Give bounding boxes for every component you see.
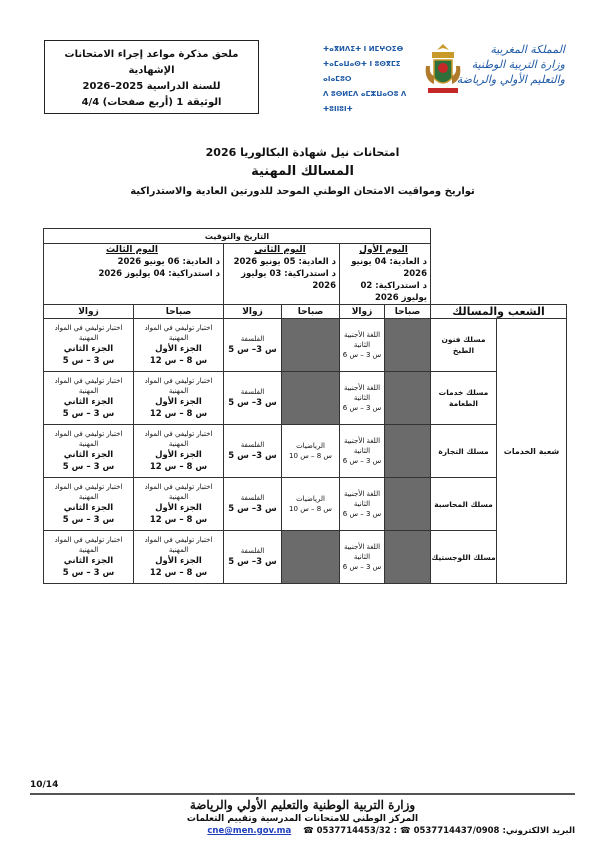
day-3-morning-cell-line-3: الجزء الأول <box>155 397 202 407</box>
day-3-afternoon-cell <box>44 478 134 531</box>
day-3-afternoon-cell-line-4: س 3 – س 5 <box>62 356 115 366</box>
email-label: البريد الالكتروني: <box>502 826 575 836</box>
day-3-afternoon-cell-line-3: الجزء الثاني <box>63 344 114 354</box>
day-2-morning-cell <box>282 531 340 584</box>
day-3-morning-cell-line-4: س 8 – س 12 <box>149 462 208 472</box>
day-2-name: اليوم الثاني <box>254 245 306 255</box>
day-2-afternoon-cell-line-2: س 3– س 5 <box>228 504 277 514</box>
day-1-afternoon-cell-line-2: الثانية <box>353 394 371 402</box>
day-1-afternoon-cell <box>340 478 385 531</box>
table-row <box>44 425 567 478</box>
day-2-normal: د العادية: 05 يونيو 2026 <box>233 257 336 267</box>
day-3-header <box>44 244 224 305</box>
day-3-afternoon-cell <box>44 531 134 584</box>
day-1-afternoon-cell-line-2: الثانية <box>353 447 371 455</box>
day-2-catchup: د استدراكية: 03 يوليوز 2026 <box>241 269 336 291</box>
day-3-morning-cell-line-4: س 8 – س 12 <box>149 409 208 419</box>
day-2-afternoon-cell-line-1: الفلسفة <box>240 547 265 555</box>
day-1-afternoon-cell-line-2: الثانية <box>353 500 371 508</box>
day-1-morning-cell <box>385 319 431 372</box>
day-2-afternoon-cell-line-2: س 3– س 5 <box>228 398 277 408</box>
day-2-afternoon-cell-line-1: الفلسفة <box>240 494 265 502</box>
track-cell: مسلك المحاسبة <box>431 478 497 531</box>
branch-cell: شعبة الخدمات <box>497 319 567 584</box>
table-row <box>44 478 567 531</box>
day-1-afternoon-cell-line-3: س 3 – س 6 <box>342 457 382 465</box>
day-2-afternoon-cell <box>224 319 282 372</box>
day-3-afternoon-cell-line-3: الجزء الثاني <box>63 556 114 566</box>
day-2-afternoon-cell-line-2: س 3– س 5 <box>228 451 277 461</box>
day-3-afternoon-cell-line-1: اختبار توليفي في المواد <box>54 324 123 332</box>
tifinagh-line-3: ⴷ ⵓⵙⵍⵎⴷ ⴰⵎⵣⵡⴰⵔⵓ ⴷ ⵜⵓⵏⵏⵓⵏⵜ <box>323 90 407 113</box>
day-2-morning-cell-line-1: الرياضيات <box>296 442 325 450</box>
day-1-morning-header: صباحا <box>385 305 431 319</box>
day-1-header <box>340 244 431 305</box>
day-3-morning-cell-line-2: المهنية <box>168 387 189 395</box>
day-3-afternoon-cell-line-4: س 3 – س 5 <box>62 409 115 419</box>
day-3-afternoon-cell-line-4: س 3 – س 5 <box>62 462 115 472</box>
day-3-morning-cell <box>134 372 224 425</box>
annex-reference-box <box>44 40 259 114</box>
day-2-afternoon-cell-line-1: الفلسفة <box>240 388 265 396</box>
day-3-afternoon-cell-line-1: اختبار توليفي في المواد <box>54 377 123 385</box>
day-3-afternoon-cell-line-1: اختبار توليفي في المواد <box>54 483 123 491</box>
day-3-morning-cell-line-2: المهنية <box>168 440 189 448</box>
day-3-afternoon-cell-line-2: المهنية <box>78 387 99 395</box>
footer-ministry: وزارة التربية الوطنية والتعليم الأولي والرياضة <box>189 798 416 812</box>
day-3-morning-cell-line-2: المهنية <box>168 493 189 501</box>
track-title: المسالك المهنية <box>251 164 354 179</box>
day-3-morning-cell <box>134 531 224 584</box>
day-2-afternoon-cell <box>224 425 282 478</box>
day-2-morning-cell <box>282 425 340 478</box>
day-3-morning-cell-line-1: اختبار توليفي في المواد <box>144 536 213 544</box>
day-3-morning-cell-line-1: اختبار توليفي في المواد <box>144 430 213 438</box>
footer-center: المركز الوطني للامتحانات المدرسية وتقييم التعلمات <box>186 814 419 824</box>
day-3-morning-cell-line-1: اختبار توليفي في المواد <box>144 377 213 385</box>
day-3-morning-cell <box>134 319 224 372</box>
day-3-afternoon-cell-line-2: المهنية <box>78 493 99 501</box>
day-1-morning-cell <box>385 372 431 425</box>
day-2-morning-cell <box>282 319 340 372</box>
day-3-afternoon-cell-line-3: الجزء الثاني <box>63 450 114 460</box>
day-2-afternoon-cell-line-1: الفلسفة <box>240 441 265 449</box>
annex-line-3: الوثيقة 1 (أربع صفحات) 4/4 <box>81 97 222 108</box>
day-3-morning-cell-line-4: س 8 – س 12 <box>149 515 208 525</box>
day-3-afternoon-cell <box>44 372 134 425</box>
ministry-line-3: والتعليم الأولي والرياضة <box>456 73 565 86</box>
day-1-afternoon-cell-line-3: س 3 – س 6 <box>342 510 382 518</box>
day-2-morning-cell <box>282 372 340 425</box>
day-3-morning-cell-line-1: اختبار توليفي في المواد <box>144 324 213 332</box>
day-1-afternoon-cell-line-3: س 3 – س 6 <box>342 563 382 571</box>
schedule-rows <box>44 319 567 584</box>
date-time-header: التاريخ والتوقيت <box>44 229 431 244</box>
day-3-afternoon-cell-line-1: اختبار توليفي في المواد <box>54 536 123 544</box>
email-link[interactable]: cne@men.gov.ma <box>207 826 292 836</box>
day-3-name: اليوم الثالث <box>106 245 158 255</box>
day-3-afternoon-cell-line-2: المهنية <box>78 334 99 342</box>
day-2-afternoon-cell <box>224 372 282 425</box>
day-1-afternoon-cell-line-2: الثانية <box>353 553 371 561</box>
day-3-normal: د العادية: 06 يونيو 2026 <box>117 257 220 267</box>
corner-empty-2 <box>431 244 567 305</box>
track-cell: مسلك فنون الطبخ <box>431 319 497 372</box>
footer-divider <box>30 793 575 795</box>
day-1-afternoon-cell <box>340 425 385 478</box>
day-3-afternoon-cell-line-1: اختبار توليفي في المواد <box>54 430 123 438</box>
branches-tracks-header: الشعب والمسالك <box>431 305 567 319</box>
day-1-morning-cell <box>385 478 431 531</box>
day-1-afternoon-cell-line-1: اللغة الأجنبية <box>343 543 381 551</box>
schedule-subtitle: تواريخ ومواقيت الامتحان الوطني الموحد للدورتين العادية والاستدراكية <box>130 186 475 197</box>
day-1-afternoon-cell-line-3: س 3 – س 6 <box>342 351 382 359</box>
day-1-afternoon-cell <box>340 319 385 372</box>
table-row <box>44 319 567 372</box>
day-3-morning-cell-line-2: المهنية <box>168 334 189 342</box>
day-1-afternoon-cell <box>340 372 385 425</box>
day-3-afternoon-cell-line-4: س 3 – س 5 <box>62 515 115 525</box>
page-number: 10/14 <box>30 780 59 790</box>
day-3-afternoon-cell-line-2: المهنية <box>78 546 99 554</box>
day-2-afternoon-header: زوالا <box>224 305 282 319</box>
day-3-morning-cell-line-3: الجزء الأول <box>155 503 202 513</box>
day-1-normal: د العادية: 04 يونيو 2026 <box>351 257 427 279</box>
day-3-afternoon-cell <box>44 319 134 372</box>
day-3-morning-cell-line-1: اختبار توليفي في المواد <box>144 483 213 491</box>
track-cell: مسلك التجارة <box>431 425 497 478</box>
day-1-afternoon-cell-line-1: اللغة الأجنبية <box>343 384 381 392</box>
ministry-line-1: المملكة المغربية <box>490 43 565 56</box>
day-3-afternoon-cell <box>44 425 134 478</box>
day-2-afternoon-cell-line-1: الفلسفة <box>240 335 265 343</box>
day-1-morning-cell <box>385 425 431 478</box>
ministry-line-2: وزارة التربية الوطنية <box>471 58 565 71</box>
annex-line-1: ملحق مذكرة مواعد إجراء الامتحانات الإشهادية <box>64 49 239 76</box>
day-2-morning-header: صباحا <box>282 305 340 319</box>
day-3-afternoon-cell-line-4: س 3 – س 5 <box>62 568 115 578</box>
day-2-header <box>224 244 340 305</box>
day-1-afternoon-cell <box>340 531 385 584</box>
day-3-afternoon-cell-line-3: الجزء الثاني <box>63 503 114 513</box>
day-2-afternoon-cell <box>224 531 282 584</box>
phone-numbers: ☎ 0537714453/32 : ☎ 0537714437/0908 <box>303 826 500 836</box>
day-3-morning-cell-line-4: س 8 – س 12 <box>149 568 208 578</box>
track-cell: مسلك خدمات الطعامة <box>431 372 497 425</box>
day-3-afternoon-cell-line-2: المهنية <box>78 440 99 448</box>
day-2-morning-cell-line-1: الرياضيات <box>296 495 325 503</box>
ministry-name-arabic <box>385 42 565 87</box>
day-1-afternoon-cell-line-2: الثانية <box>353 341 371 349</box>
day-1-morning-cell <box>385 531 431 584</box>
day-1-afternoon-header: زوالا <box>340 305 385 319</box>
day-1-catchup: د استدراكية: 02 يوليوز 2026 <box>360 281 427 303</box>
tifinagh-line-2: ⵜⴰⵎⴰⵡⴰⵙⵜ ⵏ ⵓⵙⴳⵎⵉ ⴰⵏⴰⵎⵓⵔ <box>323 60 401 83</box>
table-row <box>44 531 567 584</box>
day-1-afternoon-cell-line-1: اللغة الأجنبية <box>343 490 381 498</box>
exam-schedule-table <box>43 228 567 584</box>
tifinagh-line-1: ⵜⴰⴳⵍⴷⵉⵜ ⵏ ⵍⵎⵖⵔⵉⴱ <box>323 45 404 53</box>
day-2-afternoon-cell-line-2: س 3– س 5 <box>228 557 277 567</box>
day-1-afternoon-cell-line-1: اللغة الأجنبية <box>343 437 381 445</box>
day-1-name: اليوم الأول <box>359 245 408 255</box>
footer-contact <box>30 826 575 836</box>
day-3-morning-cell <box>134 478 224 531</box>
corner-empty <box>431 229 567 244</box>
day-3-afternoon-header: زوالا <box>44 305 134 319</box>
day-3-morning-header: صباحا <box>134 305 224 319</box>
exam-title: امتحانات نيل شهادة البكالوريا 2026 <box>205 146 400 159</box>
track-cell: مسلك اللوجستيك <box>431 531 497 584</box>
annex-line-2: للسنة الدراسية 2025–2026 <box>82 81 221 92</box>
day-3-morning-cell-line-2: المهنية <box>168 546 189 554</box>
day-2-morning-cell-line-2: س 8 – س 10 <box>289 452 332 460</box>
day-1-afternoon-cell-line-1: اللغة الأجنبية <box>343 331 381 339</box>
day-3-morning-cell-line-4: س 8 – س 12 <box>149 356 208 366</box>
day-3-afternoon-cell-line-3: الجزء الثاني <box>63 397 114 407</box>
day-2-morning-cell-line-2: س 8 – س 10 <box>289 505 332 513</box>
day-3-catchup: د استدراكية: 04 يوليوز 2026 <box>98 269 220 279</box>
day-3-morning-cell-line-3: الجزء الأول <box>155 344 202 354</box>
table-row <box>44 372 567 425</box>
day-1-afternoon-cell-line-3: س 3 – س 6 <box>342 404 382 412</box>
day-2-afternoon-cell-line-2: س 3– س 5 <box>228 345 277 355</box>
day-3-morning-cell-line-3: الجزء الأول <box>155 450 202 460</box>
day-2-afternoon-cell <box>224 478 282 531</box>
day-3-morning-cell-line-3: الجزء الأول <box>155 556 202 566</box>
day-2-morning-cell <box>282 478 340 531</box>
day-3-morning-cell <box>134 425 224 478</box>
